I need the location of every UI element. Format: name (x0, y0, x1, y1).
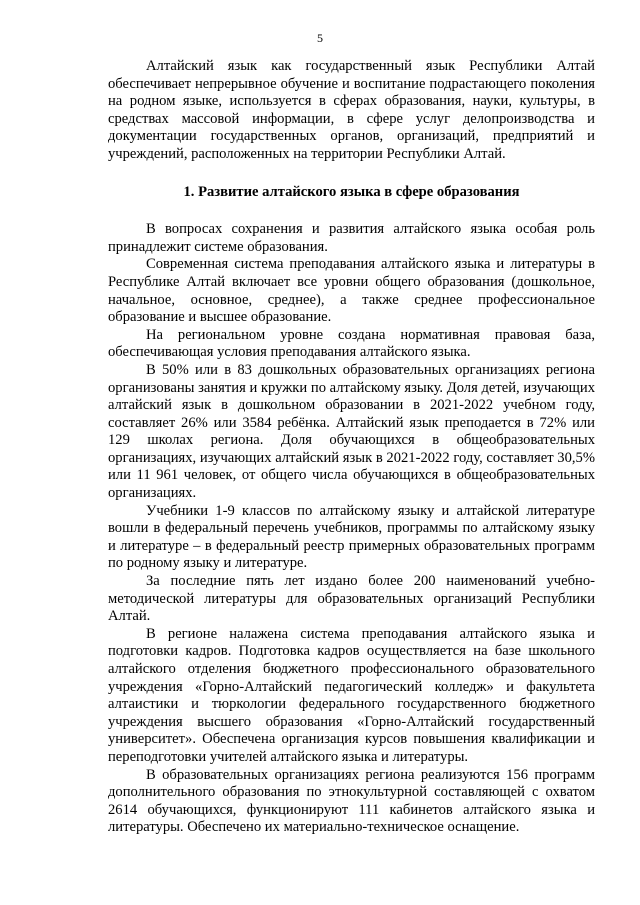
paragraph: За последние пять лет издано более 200 наименований учебно-методической литературы для образовательных организаций Республики Алтай. (108, 573, 595, 625)
page-number: 5 (317, 31, 323, 45)
section-heading: 1. Развитие алтайского языка в сфере образования (183, 183, 520, 200)
paragraph: В 50% или в 83 дошкольных образовательных организациях региона организованы занятия и кружки по алтайскому языку. Доля детей, изучающих алтайский язык в дошкольном образовании в 2021-2022 учебном году, составляет 26% или 3584 ребёнка. Алтайский язык преподается в 72% или 129 школах региона. Доля обучающихся в общеобразовательных организациях, изучающих алтайский язык в 2021-2022 году, составляет 30,5% или 11 961 человек, от общего числа обучающихся в общеобразовательных организациях. (108, 361, 595, 502)
paragraph: Учебники 1-9 классов по алтайскому языку и алтайской литературе вошли в федеральный перечень учебников, программы по алтайскому языку и литературе – в федеральный реестр примерных образовательных программ по родному языку и литературе. (108, 502, 595, 572)
paragraph: Современная система преподавания алтайского языка и литературы в Республике Алтай включает все уровни общего образования (дошкольное, начальное, основное, среднее), а также среднее профессиональное образование и высшее образование. (108, 256, 595, 326)
intro-paragraph: Алтайский язык как государственный язык Республики Алтай обеспечивает непрерывное обучение и воспитание подрастающего поколения на родном языке, используется в сферах образования, науки, культуры, в средствах массовой информации, в сфере услуг делопроизводства и документации государственных органов, организаций, предприятий и учреждений, расположенных на территории Республики Алтай. (108, 58, 595, 162)
document-body (108, 58, 595, 837)
paragraph: В образовательных организациях региона реализуются 156 программ дополнительного образования по этнокультурной составляющей с охватом 2614 обучающихся, функционируют 111 кабинетов алтайского языка и литературы. Обеспечено их материально-техническое оснащение. (108, 766, 595, 836)
paragraph: В регионе налажена система преподавания алтайского языка и подготовки кадров. Подготовка кадров осуществляется на базе школьного алтайского отделения бюджетного профессионального образовательного учреждения «Горно-Алтайский педагогический колледж» и факультета алтаистики и тюркологии федерального государственного бюджетного учреждения высшего образования «Горно-Алтайский государственный университет». Обеспечена организация курсов повышения квалификации и переподготовки учителей алтайского языка и литературы. (108, 625, 595, 765)
paragraph: В вопросах сохранения и развития алтайского языка особая роль принадлежит системе образования. (108, 221, 595, 255)
paragraph: На региональном уровне создана нормативная правовая база, обеспечивающая условия преподавания алтайского языка. (108, 326, 595, 361)
